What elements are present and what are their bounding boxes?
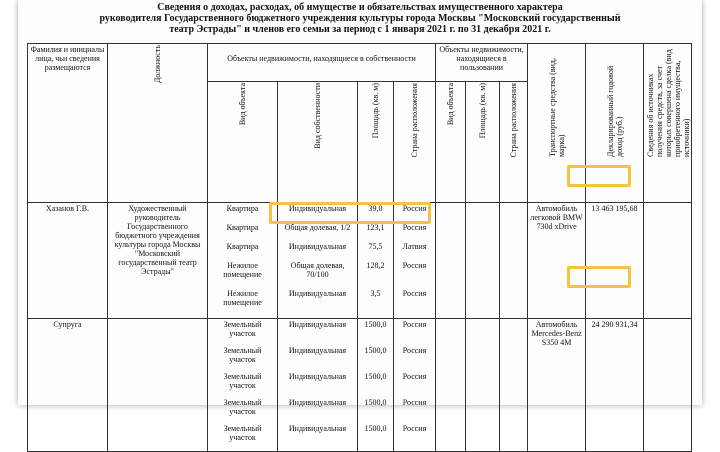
table-row (28, 319, 692, 452)
document-title (18, 2, 702, 35)
area-value: 1500,0 (364, 346, 387, 355)
sources-cell (644, 203, 692, 319)
person-name: Хазанов Г.В. (28, 203, 108, 319)
country-value: Россия (402, 261, 427, 270)
header-row-1 (28, 44, 692, 82)
area-value: 128,2 (366, 261, 385, 270)
country-value: Россия (402, 424, 427, 433)
col-used-area-header: Площадь (кв. м) (466, 82, 500, 203)
object-type: Земельный участок (223, 346, 262, 364)
country-value: Россия (402, 398, 427, 407)
object-type: Нежилое помещение (223, 289, 262, 307)
area-value: 1500,0 (364, 372, 387, 381)
object-type: Квартира (226, 223, 259, 232)
col-used-object-type-header: Вид объекта (436, 82, 466, 203)
person-name: Супруга (28, 319, 108, 452)
table-row (28, 203, 692, 319)
ownership-type: Индивидуальная (288, 346, 347, 355)
area-cell (358, 203, 394, 319)
col-income-header: Декларированный годовой доход (руб.) (586, 44, 644, 203)
object-type: Квартира (226, 242, 259, 251)
area-value: 123,1 (366, 223, 385, 232)
object-type: Квартира (226, 204, 259, 213)
country-value: Россия (402, 372, 427, 381)
col-position-header: Должность (108, 44, 208, 203)
title-line: Сведения о доходах, расходах, об имуществе и обязательствах имущественного характера (157, 2, 563, 13)
area-value: 1500,0 (364, 398, 387, 407)
country-cell (394, 203, 436, 319)
ownership-type: Индивидуальная (288, 320, 347, 329)
object-type: Земельный участок (223, 372, 262, 390)
ownership-type: Общая долевая, 1/2 (284, 223, 351, 232)
vehicle-text: Автомобиль легковой BMW 730d xDrive (528, 203, 586, 319)
country-cell (394, 319, 436, 452)
ownership-cell (278, 319, 358, 452)
position-text: Художественный руководитель Государственного бюджетного учреждения культуры города Москвы "Московский государственный театр Эстрады" (108, 203, 208, 319)
country-value: Россия (402, 320, 427, 329)
declaration-table (27, 43, 692, 452)
vehicle-text: Автомобиль Mercedes-Benz S350 4M (528, 319, 586, 452)
object-type-cell (208, 319, 278, 452)
country-value: Россия (402, 204, 427, 213)
title-line: театр Эстрады" и членов его семьи за период с 1 января 2021 г. по 31 декабря 2021 г. (169, 24, 551, 35)
used-area-cell (466, 319, 500, 452)
object-type: Земельный участок (223, 424, 262, 442)
object-type: Нежилое помещение (223, 261, 262, 279)
ownership-type: Индивидуальная (288, 424, 347, 433)
col-area-header: Площадь (кв. м) (358, 82, 394, 203)
col-country-header: Страна расположения (394, 82, 436, 203)
sources-cell (644, 319, 692, 452)
ownership-type: Индивидуальная (288, 398, 347, 407)
col-ownership-type-header: Вид собственности (278, 82, 358, 203)
area-value: 1500,0 (364, 424, 387, 433)
ownership-type: Индивидуальная (288, 372, 347, 381)
title-line: руководителя Государственного бюджетного учреждения культуры города Москвы "Московский государственный (99, 13, 621, 24)
used-object-cell (436, 319, 466, 452)
used-area-cell (466, 203, 500, 319)
ownership-type: Индивидуальная (288, 204, 347, 213)
ownership-type: Индивидуальная (288, 242, 347, 251)
ownership-cell (278, 203, 358, 319)
area-value: 3,5 (370, 289, 381, 298)
area-value: 75,5 (368, 242, 383, 251)
object-type: Земельный участок (223, 320, 262, 338)
income-value: 24 290 931,34 (586, 319, 644, 452)
document-page (18, 0, 702, 442)
area-value: 1500,0 (364, 320, 387, 329)
country-value: Россия (402, 289, 427, 298)
ownership-type: Индивидуальная (288, 289, 347, 298)
ownership-type: Общая долевая, 70/100 (290, 261, 345, 279)
used-country-cell (500, 203, 528, 319)
col-used-country-header: Страна расположения (500, 82, 528, 203)
col-vehicles-header: Транспортные средства (вид, марка) (528, 44, 586, 203)
income-value: 13 463 195,68 (586, 203, 644, 319)
col-sources-header: Сведения об источниках получения средств, за счет которых совершена сделка (вид приобретенного имущества, источники) (644, 44, 692, 203)
country-value: Россия (402, 346, 427, 355)
area-value: 39,0 (368, 204, 383, 213)
col-person-header: Фамилия и инициалы лица, чьи сведения размещаются (28, 44, 108, 203)
col-used-group-header: Объекты недвижимости, находящиеся в пользовании (436, 44, 528, 82)
col-object-type-header: Вид объекта (208, 82, 278, 203)
object-type-cell (208, 203, 278, 319)
used-object-cell (436, 203, 466, 319)
position-text (108, 319, 208, 452)
country-value: Россия (402, 223, 427, 232)
object-type: Земельный участок (223, 398, 262, 416)
col-owned-group-header: Объекты недвижимости, находящиеся в собственности (208, 44, 436, 82)
country-value: Латвия (402, 242, 427, 251)
used-country-cell (500, 319, 528, 452)
area-cell (358, 319, 394, 452)
